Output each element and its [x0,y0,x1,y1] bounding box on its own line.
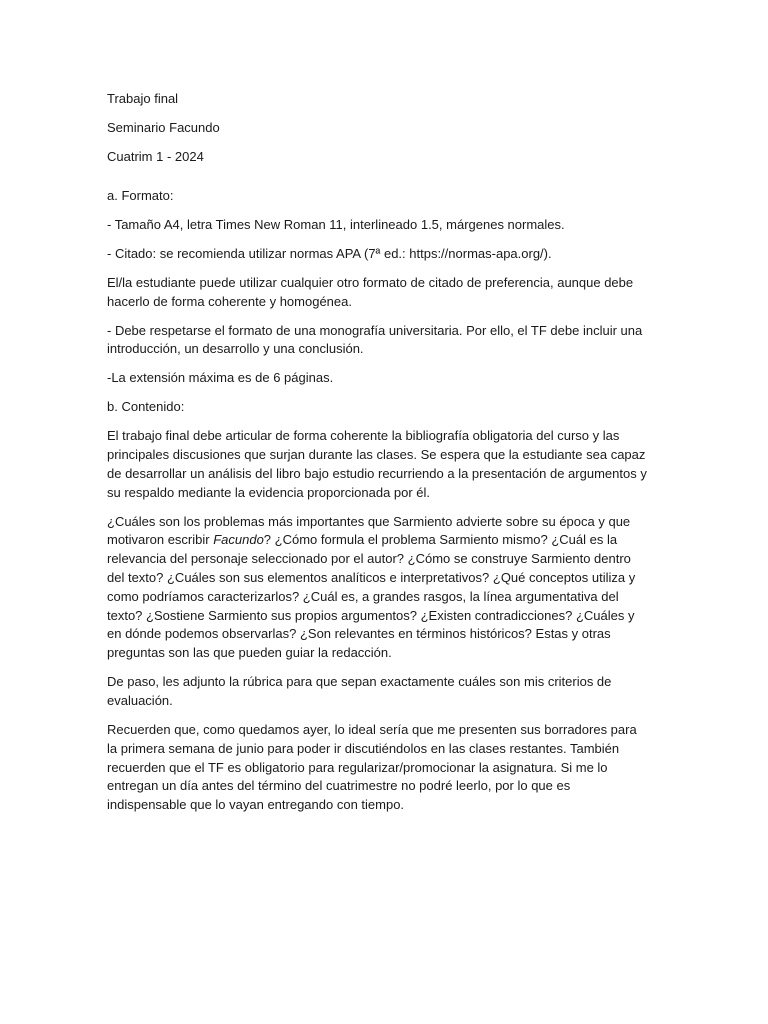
book-title: Facundo [213,532,264,548]
formato-item-citation: - Citado: se recomienda utilizar normas APA (7ª ed.: https://normas-apa.org/). [107,245,552,261]
formato-item-citation-alt: El/la estudiante puede utilizar cualquier otro formato de citado de preferencia, aunque debe hacerlo de forma coherente y homogénea. [107,274,634,309]
guiding-questions-paragraph [107,513,647,663]
questions-text-start: ¿Cuáles son los problemas más importantes que Sarmiento advierte sobre su época y que motivaron escribir [107,513,631,548]
questions-text-rest: ? ¿Cómo formula el problema Sarmiento mismo? ¿Cuál es la relevancia del personaje seleccionado por el autor? ¿Cómo se construye Sarmiento dentro del texto? ¿Cuáles son sus elementos analíticos e interpretativos? ¿Qué conceptos utiliza y como podríamos caracterizarlos? ¿Cuál es, a grandes rasgos, la línea argumentativa del texto? ¿Sostiene Sarmiento sus propios argumentos? ¿Existen contradicciones? ¿Cuáles y en dónde podemos observarlas? ¿Son relevantes en términos históricos? Estas y otras preguntas son las que pueden guiar la redacción. [107,532,636,661]
formato-heading: a. Formato: [107,187,174,203]
document-body [107,90,647,825]
term-label: Cuatrim 1 - 2024 [107,148,204,164]
doc-title: Trabajo final [107,91,179,106]
formato-item-length: -La extensión máxima es de 6 páginas. [107,370,334,386]
formato-item-page-setup: - Tamaño A4, letra Times New Roman 11, interlineado 1.5, márgenes normales. [107,216,565,232]
formato-item-structure: - Debe respetarse el formato de una monografía universitaria. Por ello, el TF debe incluir una introducción, un desarrollo y una conclusión. [107,322,643,357]
contenido-heading: b. Contenido: [107,399,185,415]
course-name: Seminario Facundo [107,119,220,135]
rubric-paragraph: De paso, les adjunto la rúbrica para que sepan exactamente cuáles son mis criterios de evaluación. [107,674,612,708]
deadline-paragraph: Recuerden que, como quedamos ayer, lo ideal sería que me presenten sus borradores para la primera semana de junio para poder ir discutiéndolos en las clases restantes. También recuerden que el TF es obligatorio para regularizar/promocionar la asignatura. Si me lo entregan un día antes del término del cuatrimestre no podré leerlo, por lo que es indispensable que lo vayan entregando con tiempo. [107,721,637,813]
contenido-paragraph: El trabajo final debe articular de forma coherente la bibliografía obligatoria del curso y las principales discusiones que surjan durante las clases. Se espera que la estudiante sea capaz de desarrollar un análisis del libro bajo estudio recurriendo a la presentación de argumentos y su respaldo mediante la evidencia proporcionada por él. [107,428,647,500]
